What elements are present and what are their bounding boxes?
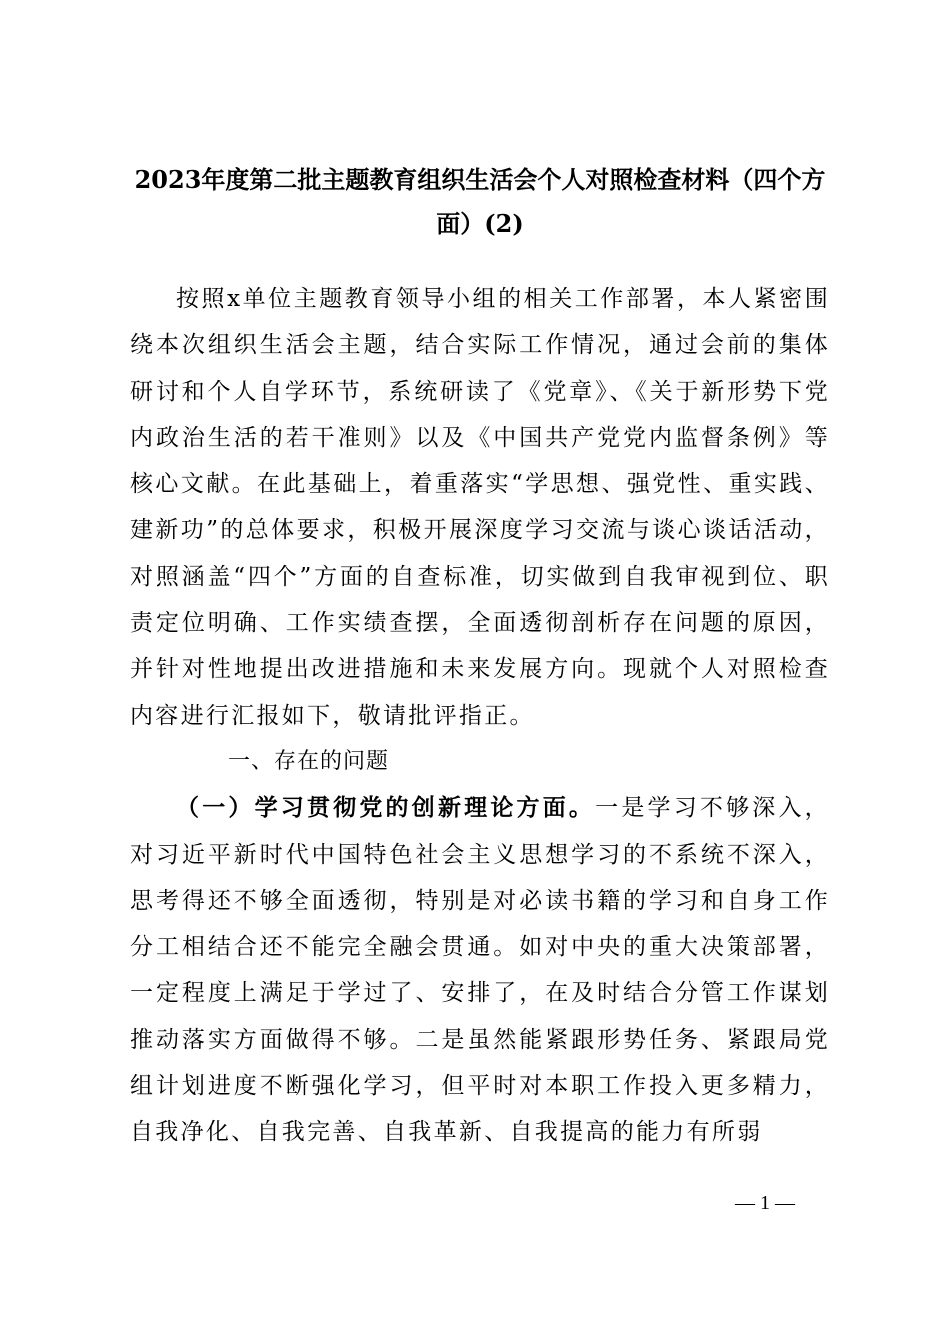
- title-line-1: 2023年度第二批主题教育组织生活会个人对照检查材料（四个方: [134, 165, 826, 194]
- document-body: [130, 276, 830, 1156]
- title-line-2: 面）(2): [436, 209, 524, 238]
- section-heading-problems: 一、存在的问题: [228, 748, 390, 774]
- subsection-heading-theory-study: （一）学习贯彻党的创新理论方面。: [176, 795, 596, 822]
- page-number: — 1 —: [735, 1192, 795, 1214]
- subsection-paragraph-theory-study: [130, 785, 830, 1155]
- document-title: [110, 158, 850, 246]
- subsection-text-theory-study: 一是学习不够深入，对习近平新时代中国特色社会主义思想学习的不系统不深入，思考得还不够全面透彻，特别是对必读书籍的学习和自身工作分工相结合还不能完全融会贯通。如对中央的重大决策部署，一定程度上满足于学过了、安排了，在及时结合分管工作谋划推动落实方面做得不够。二是虽然能紧跟形势任务、紧跟局党组计划进度不断强化学习，但平时对本职工作投入更多精力，自我净化、自我完善、自我革新、自我提高的能力有所弱: [130, 795, 830, 1146]
- intro-paragraph: 按照x单位主题教育领导小组的相关工作部署，本人紧密围绕本次组织生活会主题，结合实际工作情况，通过会前的集体研讨和个人自学环节，系统研读了《党章》、《关于新形势下党内政治生活的若干准则》以及《中国共产党党内监督条例》等核心文献。在此基础上，着重落实“学思想、强党性、重实践、建新功”的总体要求，积极开展深度学习交流与谈心谈话活动，对照涵盖“四个”方面的自查标准，切实做到自我审视到位、职责定位明确、工作实绩查摆，全面透彻剖析存在问题的原因，并针对性地提出改进措施和未来发展方向。现就个人对照检查内容进行汇报如下，敬请批评指正。: [130, 286, 830, 729]
